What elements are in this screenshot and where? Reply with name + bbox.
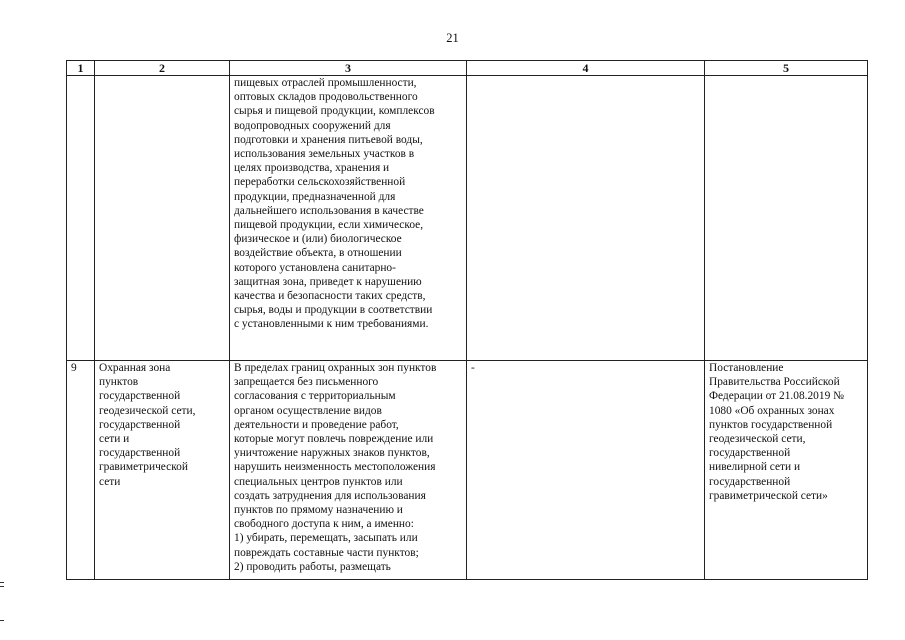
scan-margin-mark — [0, 620, 4, 621]
table-row-9 — [67, 361, 868, 580]
cell-restrictions-continued — [230, 76, 467, 361]
restrictions-text: В пределах границ охранных зон пунктов запрещается без письменного согласования с территориальным органом осуществление видов деятельности и проведение работ, которые могут повлечь повреждение или уничтожение наружных знаков пунктов, нарушить неизменность местоположения специальных центров пунктов или создать затруднения для использования пунктов по прямому назначению и свободного доступа к ним, а именно: 1) убирать, перемещать, засыпать или повреждать составные части пунктов; 2) проводить работы, размещать — [234, 362, 437, 573]
cell-row-number — [67, 361, 95, 580]
row-number: 9 — [71, 362, 77, 374]
cell-legal-basis — [705, 361, 868, 580]
cell-zone-name-empty — [95, 76, 230, 361]
header-col-3: 3 — [230, 61, 467, 76]
header-col-5: 5 — [705, 61, 868, 76]
table-row-continued — [67, 76, 868, 361]
cell-basis-empty — [705, 76, 868, 361]
zone-name-text: Охранная зона пунктов государственной геодезической сети, государственной сети и государственной гравиметрической сети — [99, 362, 196, 488]
zones-table — [66, 60, 868, 580]
cell-col4-empty — [467, 76, 705, 361]
cell-col4 — [467, 361, 705, 580]
page-number: 21 — [446, 31, 459, 45]
cell-restrictions — [230, 361, 467, 580]
scan-margin-mark — [0, 586, 4, 587]
restrictions-continued-text: пищевых отраслей промышленности, оптовых складов продовольственного сырья и пищевой продукции, комплексов водопроводных сооружений для подготовки и хранения питьевой воды, использования земельных участков в целях производства, хранения и переработки сельскохозяйственной продукции, предназначенной для дальнейшего использования в качестве пищевой продукции, если химическое, физическое и (или) биологическое воздействие объекта, в отношении которого установлена санитарно- защитная зона, приведет к нарушению качества и безопасности таких средств, сырья, воды и продукции в соответствии с установленными к ним требованиями. — [234, 77, 435, 331]
header-row — [67, 61, 868, 76]
cell-zone-name — [95, 361, 230, 580]
header-col-1: 1 — [67, 61, 95, 76]
scan-margin-mark — [0, 582, 4, 583]
col4-dash: - — [471, 362, 475, 374]
header-col-2: 2 — [95, 61, 230, 76]
cell-number-empty — [67, 76, 95, 361]
legal-basis-text: Постановление Правительства Российской Федерации от 21.08.2019 № 1080 «Об охранных зонах пунктов государственной геодезической сети, государственной нивелирной сети и государственной гравиметрической сети» — [709, 362, 844, 502]
header-col-4: 4 — [467, 61, 705, 76]
